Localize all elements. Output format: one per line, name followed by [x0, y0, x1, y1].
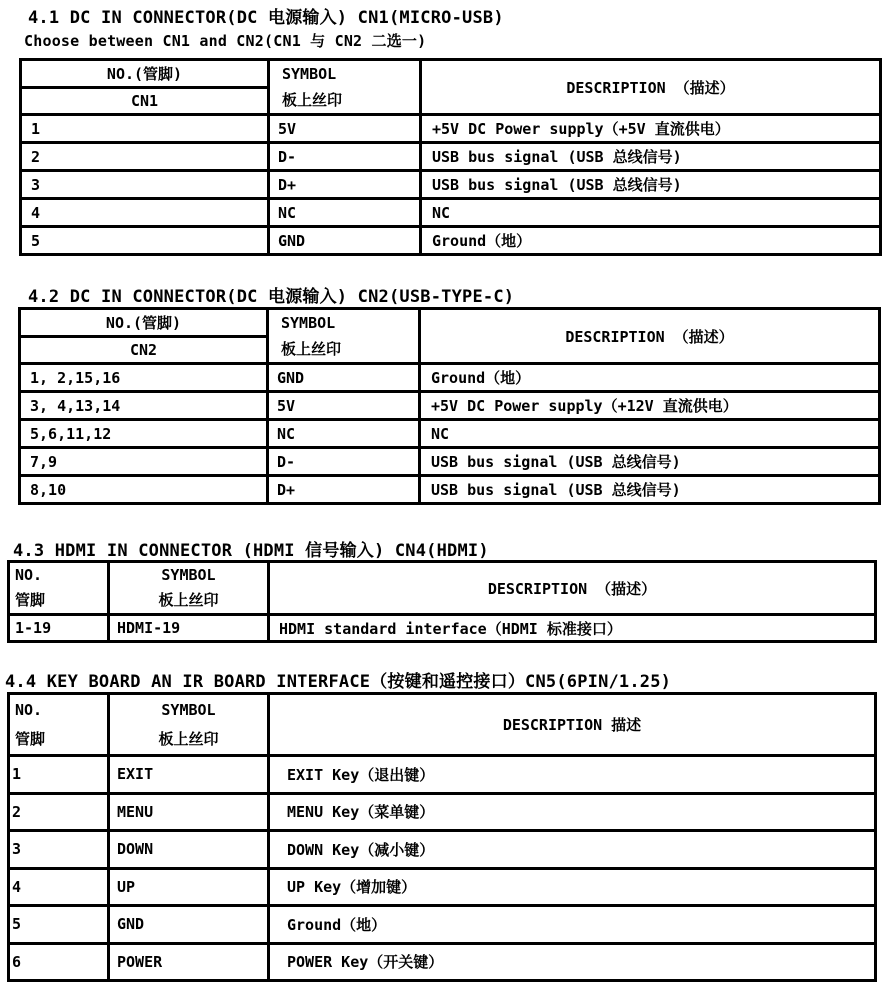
- symbol-header-line1: SYMBOL: [282, 65, 337, 83]
- pin-symbol: MENU: [109, 793, 269, 831]
- pin-description: POWER Key（开关键）: [269, 943, 876, 981]
- pin-no: 1: [21, 115, 269, 143]
- pin-symbol: D-: [269, 143, 421, 171]
- pin-description: USB bus signal (USB 总线信号): [420, 476, 880, 504]
- pin-symbol: POWER: [109, 943, 269, 981]
- pin-symbol: NC: [268, 420, 420, 448]
- cn2-connector-label: CN2: [20, 336, 268, 364]
- table-row: [20, 448, 880, 476]
- table-row: [9, 756, 876, 794]
- pin-no: 4: [21, 199, 269, 227]
- symbol-header-line1: SYMBOL: [161, 700, 216, 719]
- table-row: [9, 831, 876, 869]
- pin-symbol: 5V: [269, 115, 421, 143]
- pin-no: 3, 4,13,14: [20, 392, 268, 420]
- cn1-col-header-no: NO.(管脚): [21, 60, 269, 88]
- cn2-col-header-no: NO.(管脚): [20, 309, 268, 337]
- table-row: [20, 420, 880, 448]
- pin-symbol: D+: [268, 476, 420, 504]
- pin-no: 8,10: [20, 476, 268, 504]
- pin-symbol: UP: [109, 868, 269, 906]
- symbol-header-line1: SYMBOL: [281, 314, 336, 332]
- pin-description: +5V DC Power supply（+5V 直流供电）: [421, 115, 881, 143]
- pin-description: USB bus signal (USB 总线信号): [421, 143, 881, 171]
- table-row: [21, 227, 881, 255]
- cn4-col-header-symbol: [109, 562, 269, 615]
- table-row: [9, 906, 876, 944]
- pin-description: UP Key（增加键）: [269, 868, 876, 906]
- pin-description: USB bus signal (USB 总线信号): [420, 448, 880, 476]
- pin-no: 1, 2,15,16: [20, 364, 268, 392]
- pin-description: NC: [421, 199, 881, 227]
- section-4-4-title: 4.4 KEY BOARD AN IR BOARD INTERFACE（按键和遥控接口）CN5(6PIN/1.25): [5, 672, 672, 692]
- pin-description: MENU Key（菜单键）: [269, 793, 876, 831]
- pin-description: HDMI standard interface（HDMI 标准接口）: [269, 615, 876, 642]
- table-row: [20, 476, 880, 504]
- pin-no: 5: [21, 227, 269, 255]
- table-row: [21, 115, 881, 143]
- cn5-col-header-symbol: [109, 694, 269, 756]
- cn5-pin-table: [7, 692, 877, 982]
- pin-no: 3: [9, 831, 109, 869]
- cn2-col-header-description: DESCRIPTION （描述）: [420, 309, 880, 364]
- pin-symbol: DOWN: [109, 831, 269, 869]
- cn1-col-header-description: DESCRIPTION （描述）: [421, 60, 881, 115]
- cn5-col-header-no: [9, 694, 109, 756]
- pin-no: 5: [9, 906, 109, 944]
- table-row: [20, 392, 880, 420]
- section-4-2-title: 4.2 DC IN CONNECTOR(DC 电源输入) CN2(USB-TYPE-C): [28, 287, 515, 307]
- cn4-pin-table: [7, 560, 877, 643]
- pin-description: Ground（地）: [420, 364, 880, 392]
- pin-description: EXIT Key（退出键）: [269, 756, 876, 794]
- pin-no: 4: [9, 868, 109, 906]
- symbol-header-line2: 板上丝印: [158, 591, 219, 609]
- symbol-header-line2: 板上丝印: [158, 729, 219, 748]
- pin-no: 7,9: [20, 448, 268, 476]
- table-row: [9, 615, 876, 642]
- pin-symbol: GND: [268, 364, 420, 392]
- section-4-3-title: 4.3 HDMI IN CONNECTOR (HDMI 信号输入) CN4(HDMI): [13, 541, 489, 561]
- pin-no: 3: [21, 171, 269, 199]
- table-row: [21, 143, 881, 171]
- no-header-line2: 管脚: [15, 591, 46, 609]
- pin-symbol: GND: [269, 227, 421, 255]
- cn4-col-header-description: DESCRIPTION （描述）: [269, 562, 876, 615]
- pin-no: 1: [9, 756, 109, 794]
- pin-symbol: GND: [109, 906, 269, 944]
- pin-description: +5V DC Power supply（+12V 直流供电）: [420, 392, 880, 420]
- pin-description: USB bus signal (USB 总线信号): [421, 171, 881, 199]
- pin-no: 6: [9, 943, 109, 981]
- pin-symbol: EXIT: [109, 756, 269, 794]
- symbol-header-line2: 板上丝印: [282, 91, 343, 109]
- pin-no: 2: [9, 793, 109, 831]
- pin-no: 1-19: [9, 615, 109, 642]
- no-header-line1: NO.: [15, 700, 43, 719]
- table-row: [21, 171, 881, 199]
- pin-symbol: D-: [268, 448, 420, 476]
- table-row: [9, 868, 876, 906]
- pin-description: Ground（地）: [269, 906, 876, 944]
- pin-symbol: NC: [269, 199, 421, 227]
- cn1-connector-label: CN1: [21, 87, 269, 115]
- no-header-line2: 管脚: [15, 729, 46, 748]
- no-header-line1: NO.: [15, 566, 43, 584]
- table-row: [20, 364, 880, 392]
- table-row: [9, 793, 876, 831]
- pin-symbol: HDMI-19: [109, 615, 269, 642]
- cn2-col-header-symbol: [268, 309, 420, 364]
- cn1-pin-table: [19, 58, 882, 256]
- pin-no: 2: [21, 143, 269, 171]
- pin-symbol: D+: [269, 171, 421, 199]
- pin-description: DOWN Key（减小键）: [269, 831, 876, 869]
- table-row: [21, 199, 881, 227]
- pin-symbol: 5V: [268, 392, 420, 420]
- pin-description: NC: [420, 420, 880, 448]
- cn4-col-header-no: [9, 562, 109, 615]
- table-row: [9, 943, 876, 981]
- pin-description: Ground（地）: [421, 227, 881, 255]
- cn5-col-header-description: DESCRIPTION 描述: [269, 694, 876, 756]
- cn1-col-header-symbol: [269, 60, 421, 115]
- cn2-pin-table: [18, 307, 881, 505]
- section-4-1-title: 4.1 DC IN CONNECTOR(DC 电源输入) CN1(MICRO-USB): [28, 8, 504, 28]
- symbol-header-line2: 板上丝印: [281, 340, 342, 358]
- pin-no: 5,6,11,12: [20, 420, 268, 448]
- section-4-1-note: Choose between CN1 and CN2(CN1 与 CN2 二选一): [24, 32, 427, 50]
- symbol-header-line1: SYMBOL: [161, 566, 216, 584]
